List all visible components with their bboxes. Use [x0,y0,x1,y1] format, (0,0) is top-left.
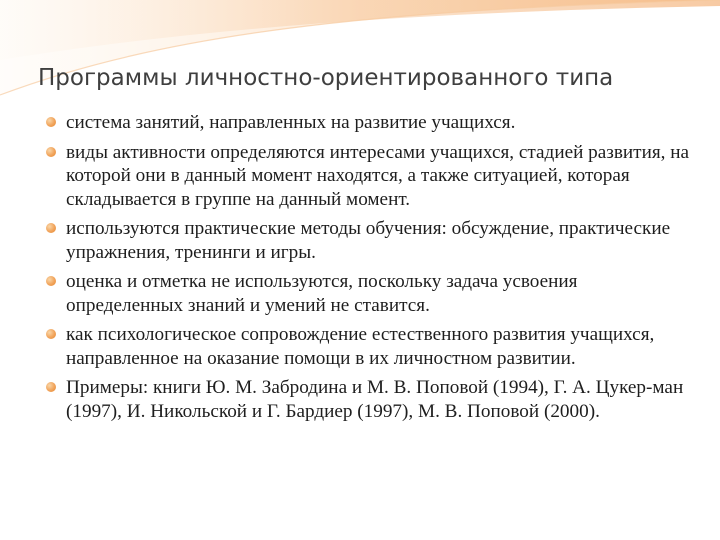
bullet-icon [46,382,56,392]
bullet-icon [46,329,56,339]
header-decoration [0,0,720,120]
list-item [46,270,696,317]
list-item [46,217,696,264]
list-item [46,323,696,370]
list-item-text: как психологическое сопровождение естественного развития учащихся, направленное на оказание помощи в их личностном развитии. [66,324,655,369]
bullet-icon [46,223,56,233]
list-item [46,376,696,423]
list-item [46,111,696,135]
list-item-text: виды активности определяются интересами учащихся, стадией развития, на которой они в данный момент находятся, а также ситуацией, которая складывается в группе на данный момент. [66,141,690,210]
bullet-icon [46,276,56,286]
bullet-icon [46,147,56,157]
list-item-text: оценка и отметка не используются, поскольку задача усвоения определенных знаний и умений не ставится. [66,271,578,316]
list-item [46,141,696,212]
bullet-list [46,111,696,429]
bullet-icon [46,117,56,127]
list-item-text: система занятий, направленных на развитие учащихся. [66,112,516,133]
list-item-text: используются практические методы обучения: обсуждение, практические упражнения, тренинги и игры. [66,218,671,263]
list-item-text: Примеры: книги Ю. М. Забродина и М. В. Поповой (1994), Г. А. Цукер-ман (1997), И. Никольской и Г. Бардиер (1997), М. В. Поповой (2000). [66,377,684,422]
slide-title: Программы личностно-ориентированного типа [38,65,614,91]
